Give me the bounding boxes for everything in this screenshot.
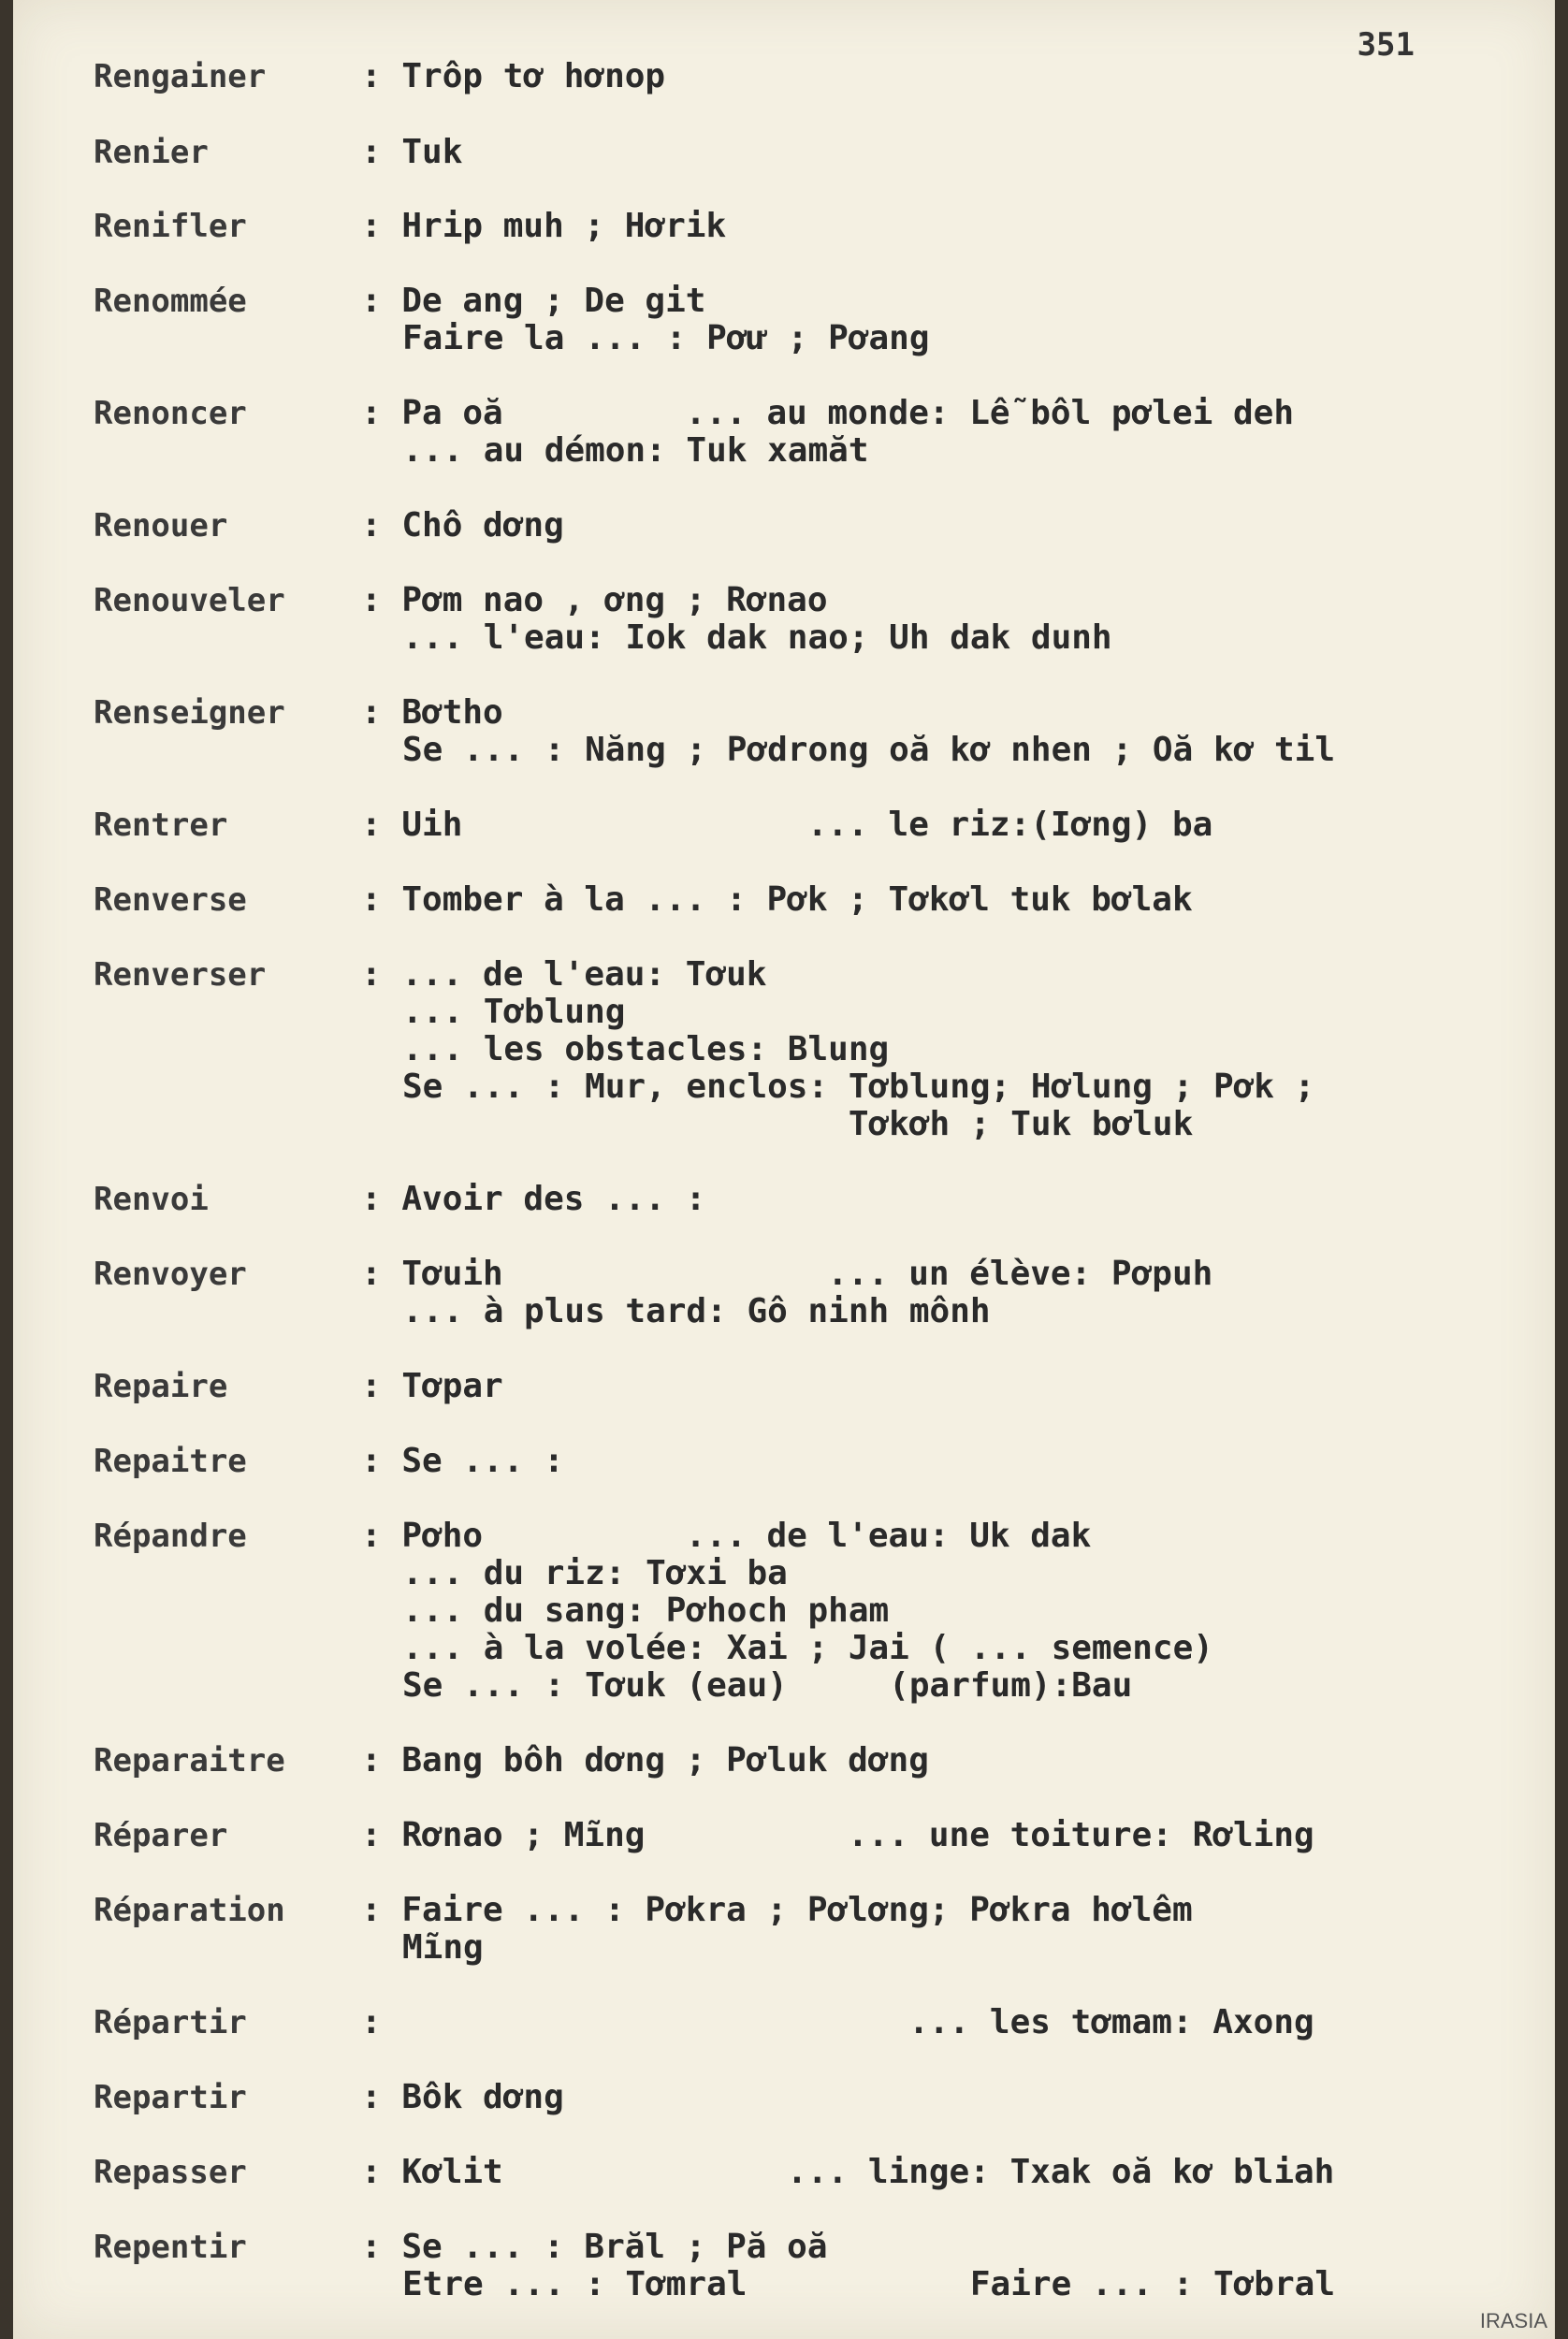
entry-translation-line: : Trôp tơ hơnop <box>361 57 666 95</box>
entry-translation-line: Se ... : Năng ; Pơdrong oă kơ nhen ; Oă kơ til <box>402 731 1335 769</box>
entry-headword: Renoncer <box>94 395 247 432</box>
entry-translation-line: : Tơuih ... un élève: Pơpuh <box>361 1255 1213 1293</box>
entry-headword: Repasser <box>94 2154 247 2191</box>
entry-translation-line: Mĩng <box>402 1928 484 1967</box>
entry-headword: Renseigner <box>94 694 285 732</box>
entry-translation-line: : Avoir des ... : <box>361 1180 706 1218</box>
entry-headword: Réparation <box>94 1892 285 1929</box>
entry-headword: Renverse <box>94 881 247 919</box>
entry-translation-line: : Tơpar <box>361 1367 503 1405</box>
entry-headword: Repentir <box>94 2229 247 2266</box>
entry-headword: Renverser <box>94 956 267 994</box>
entry-translation-line: Se ... : Mur, enclos: Tơblung; Hơlung ; Pơk ; <box>402 1068 1315 1106</box>
watermark: IRASIA <box>1479 2309 1547 2332</box>
entry-translation-line: Faire la ... : Pơư ; Pơang <box>402 319 930 357</box>
entry-translation-line: ... du sang: Pơhoch pham <box>402 1591 890 1630</box>
entry-translation-line: : Kơlit ... linge: Txak oă kơ bliah <box>361 2153 1335 2191</box>
entry-headword: Réparer <box>94 1817 228 1854</box>
entry-translation-line: : Pơm nao , ơng ; Rơnao <box>361 581 828 619</box>
entry-translation-line: ... à la volée: Xai ; Jai ( ... semence) <box>402 1629 1213 1667</box>
entry-headword: Repaire <box>94 1368 228 1405</box>
entry-translation-line: : Faire ... : Pơkra ; Pơlơng; Pơkra hơlêm <box>361 1891 1193 1929</box>
entry-headword: Rentrer <box>94 806 228 844</box>
entry-translation-line: : Uih ... le riz:(Iơng) ba <box>361 806 1213 844</box>
entry-headword: Renommée <box>94 283 247 320</box>
entry-headword: Renouer <box>94 507 228 545</box>
entry-headword: Renouveler <box>94 582 285 619</box>
entry-translation-line: : Bôk dơng <box>361 2078 564 2116</box>
entry-headword: Rengainer <box>94 58 267 95</box>
entry-headword: Répartir <box>94 2004 247 2041</box>
entry-translation-line: ... du riz: Tơxi ba <box>402 1554 788 1592</box>
entry-translation-line: ... Tơblung <box>402 993 626 1031</box>
entry-translation-line: : Chô dơng <box>361 506 564 545</box>
entry-headword: Reparaitre <box>94 1742 285 1780</box>
entry-translation-line: : Se ... : <box>361 1442 564 1480</box>
entry-translation-line: Etre ... : Tơmral Faire ... : Tơbral <box>402 2265 1335 2303</box>
entry-translation-line: : ... les tơmam: Axong <box>361 2003 1314 2041</box>
entry-translation-line: : Tuk <box>361 133 463 171</box>
entry-translation-line: ... au démon: Tuk xamăt <box>402 431 869 470</box>
page-number: 351 <box>1357 26 1415 64</box>
entry-headword: Renifler <box>94 208 247 245</box>
entry-translation-line: ... l'eau: Iok dak nao; Uh dak dunh <box>402 618 1112 657</box>
entry-headword: Renier <box>94 134 209 171</box>
entry-translation-line: : Tomber à la ... : Pơk ; Tơkơl tuk bơlak <box>361 880 1193 919</box>
entry-translation-line: : Hrip muh ; Hơrik <box>361 207 727 245</box>
entry-translation-line: : Bang bôh dơng ; Pơluk dơng <box>361 1741 929 1780</box>
entry-translation-line: : Bơtho <box>361 693 503 732</box>
dictionary-page <box>13 0 1555 2339</box>
entry-headword: Répandre <box>94 1518 247 1555</box>
entry-headword: Repaitre <box>94 1443 247 1480</box>
entry-translation-line: : Pa oă ... au monde: Lễ bôl pơlei deh <box>361 394 1294 432</box>
entry-translation-line: : Pơho ... de l'eau: Uk dak <box>361 1517 1092 1555</box>
entry-translation-line: : Rơnao ; Mĩng ... une toiture: Rơling <box>361 1816 1314 1854</box>
entry-translation-line: : De ang ; De git <box>361 282 706 320</box>
entry-translation-line: Tơkơh ; Tuk bơluk <box>402 1105 1194 1143</box>
entry-headword: Renvoyer <box>94 1256 247 1293</box>
entry-translation-line: : Se ... : Brăl ; Pă oă <box>361 2228 828 2266</box>
entry-headword: Repartir <box>94 2079 247 2116</box>
entry-translation-line: : ... de l'eau: Tơuk <box>361 955 767 994</box>
entry-translation-line: ... les obstacles: Blung <box>402 1030 890 1068</box>
entry-translation-line: Se ... : Tơuk (eau) (parfum):Bau <box>402 1666 1133 1705</box>
entry-translation-line: ... à plus tard: Gô ninh mônh <box>402 1292 991 1330</box>
entry-headword: Renvoi <box>94 1181 209 1218</box>
